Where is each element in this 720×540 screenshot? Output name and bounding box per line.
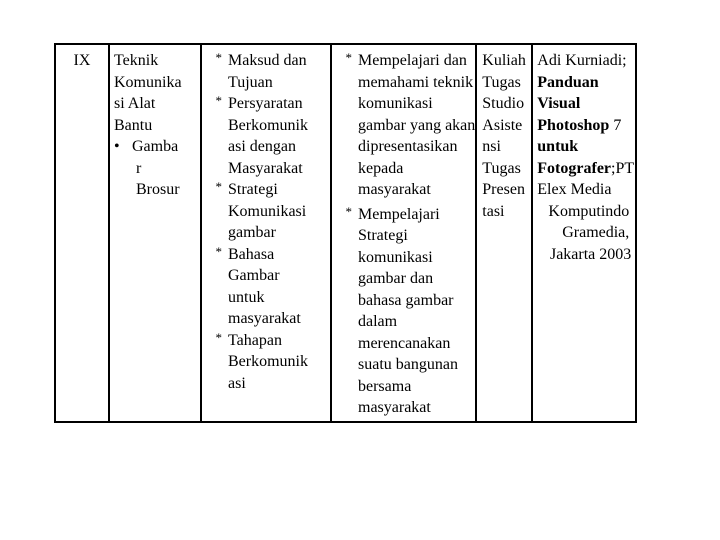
objective-item xyxy=(332,204,475,419)
objective-line: komunikasi xyxy=(358,248,433,266)
reference-line xyxy=(537,72,635,94)
subtopic-line: Persyaratan xyxy=(228,95,303,112)
subtopic-item xyxy=(202,330,330,395)
asterisk-marker: * xyxy=(215,329,222,345)
subtopic-line: gambar xyxy=(228,224,276,241)
asterisk-marker: * xyxy=(345,50,352,65)
objective-line: masyarakat xyxy=(358,181,431,198)
bullet-icon: • xyxy=(114,138,120,155)
asterisk-marker: * xyxy=(215,50,222,65)
subtopic-line: Komunikasi xyxy=(228,202,307,220)
objective-line: bersama xyxy=(358,377,412,395)
reference-line xyxy=(537,158,635,180)
reference-text: ;PT xyxy=(611,159,635,177)
method-cell xyxy=(476,44,532,422)
objective-line: Mempelajari dan xyxy=(358,52,467,69)
objective-item xyxy=(332,50,475,201)
reference-line: Komputindo xyxy=(548,202,630,220)
topic-bullet-text: Brosur xyxy=(136,181,180,198)
method-line: Kuliah xyxy=(482,52,526,69)
topic-line: Bantu xyxy=(114,116,153,134)
subtopic-line: Berkomunik xyxy=(228,116,308,134)
subtopic-line: Tahapan xyxy=(228,331,282,349)
subtopic-line: masyarakat xyxy=(228,310,301,327)
objective-cell xyxy=(331,44,476,422)
subtopic-item xyxy=(202,50,330,93)
subtopic-line: Gambar xyxy=(228,267,280,284)
asterisk-marker: * xyxy=(215,179,222,194)
objective-line: gambar yang akan xyxy=(358,116,476,134)
objective-line: masyarakat xyxy=(358,399,431,416)
reference-line xyxy=(537,93,635,115)
reference-line: Gramedia, xyxy=(562,224,630,241)
method-line: Asiste xyxy=(482,116,523,134)
objective-line: kepada xyxy=(358,159,404,177)
objective-line: gambar dan xyxy=(358,270,434,287)
subtopic-line: Berkomunik xyxy=(228,353,308,370)
subtopic-item xyxy=(202,179,330,244)
reference-bold: Photoshop xyxy=(537,116,610,134)
reference-line xyxy=(537,136,635,158)
topic-bullet-text: r xyxy=(136,159,142,177)
subtopic-line: asi dengan xyxy=(228,138,296,155)
method-line: Tugas xyxy=(482,73,521,91)
objective-line: dipresentasikan xyxy=(358,138,458,155)
method-line: Studio xyxy=(482,95,525,112)
objective-line: memahami teknik xyxy=(358,73,474,91)
subtopic-line: Strategi xyxy=(228,181,278,198)
topic-line: si Alat xyxy=(114,95,156,112)
row-number: IX xyxy=(73,52,91,69)
method-line: Presen xyxy=(482,181,525,198)
reference-bold: untuk xyxy=(537,138,579,155)
topic-line: Komunika xyxy=(114,73,182,91)
reference-line: Adi Kurniadi; xyxy=(537,52,627,69)
topic-cell xyxy=(109,44,201,422)
subtopic-line: Masyarakat xyxy=(228,159,303,177)
reference-bold: Panduan xyxy=(537,73,599,91)
method-line: nsi xyxy=(482,138,501,155)
subtopic-line: untuk xyxy=(228,288,265,306)
reference-line xyxy=(537,115,635,137)
objective-line: dalam xyxy=(358,313,398,330)
method-line: Tugas xyxy=(482,159,521,177)
row-number-cell xyxy=(55,44,109,422)
objective-line: Strategi xyxy=(358,227,408,244)
reference-line: Elex Media xyxy=(537,181,612,198)
reference-line: Jakarta 2003 xyxy=(549,245,632,263)
subtopic-item xyxy=(202,93,330,179)
objective-line: merencanakan xyxy=(358,334,451,352)
subtopic-line: Bahasa xyxy=(228,245,275,263)
subtopic-line: Tujuan xyxy=(228,73,273,91)
reference-cell xyxy=(532,44,636,422)
reference-text: 7 xyxy=(609,116,622,134)
topic-bullet-item xyxy=(114,136,200,158)
asterisk-marker: * xyxy=(215,243,222,259)
subtopic-line: Maksud dan xyxy=(228,52,307,69)
reference-bold: Fotografer xyxy=(537,159,612,177)
objective-line: suatu bangunan xyxy=(358,356,458,373)
asterisk-marker: * xyxy=(215,93,222,108)
objective-line: komunikasi xyxy=(358,95,433,112)
subtopic-item xyxy=(202,244,330,330)
objective-line: Mempelajari xyxy=(358,205,440,223)
syllabus-table xyxy=(54,43,637,423)
topic-line: Teknik xyxy=(114,52,159,69)
asterisk-marker: * xyxy=(345,203,352,219)
reference-bold: Visual xyxy=(537,95,581,112)
subtopic-cell xyxy=(201,44,331,422)
method-line: tasi xyxy=(482,202,505,220)
objective-line: bahasa gambar xyxy=(358,291,454,309)
topic-bullet-text: Gamba xyxy=(132,138,179,155)
table-row xyxy=(55,44,636,422)
subtopic-line: asi xyxy=(228,374,246,392)
